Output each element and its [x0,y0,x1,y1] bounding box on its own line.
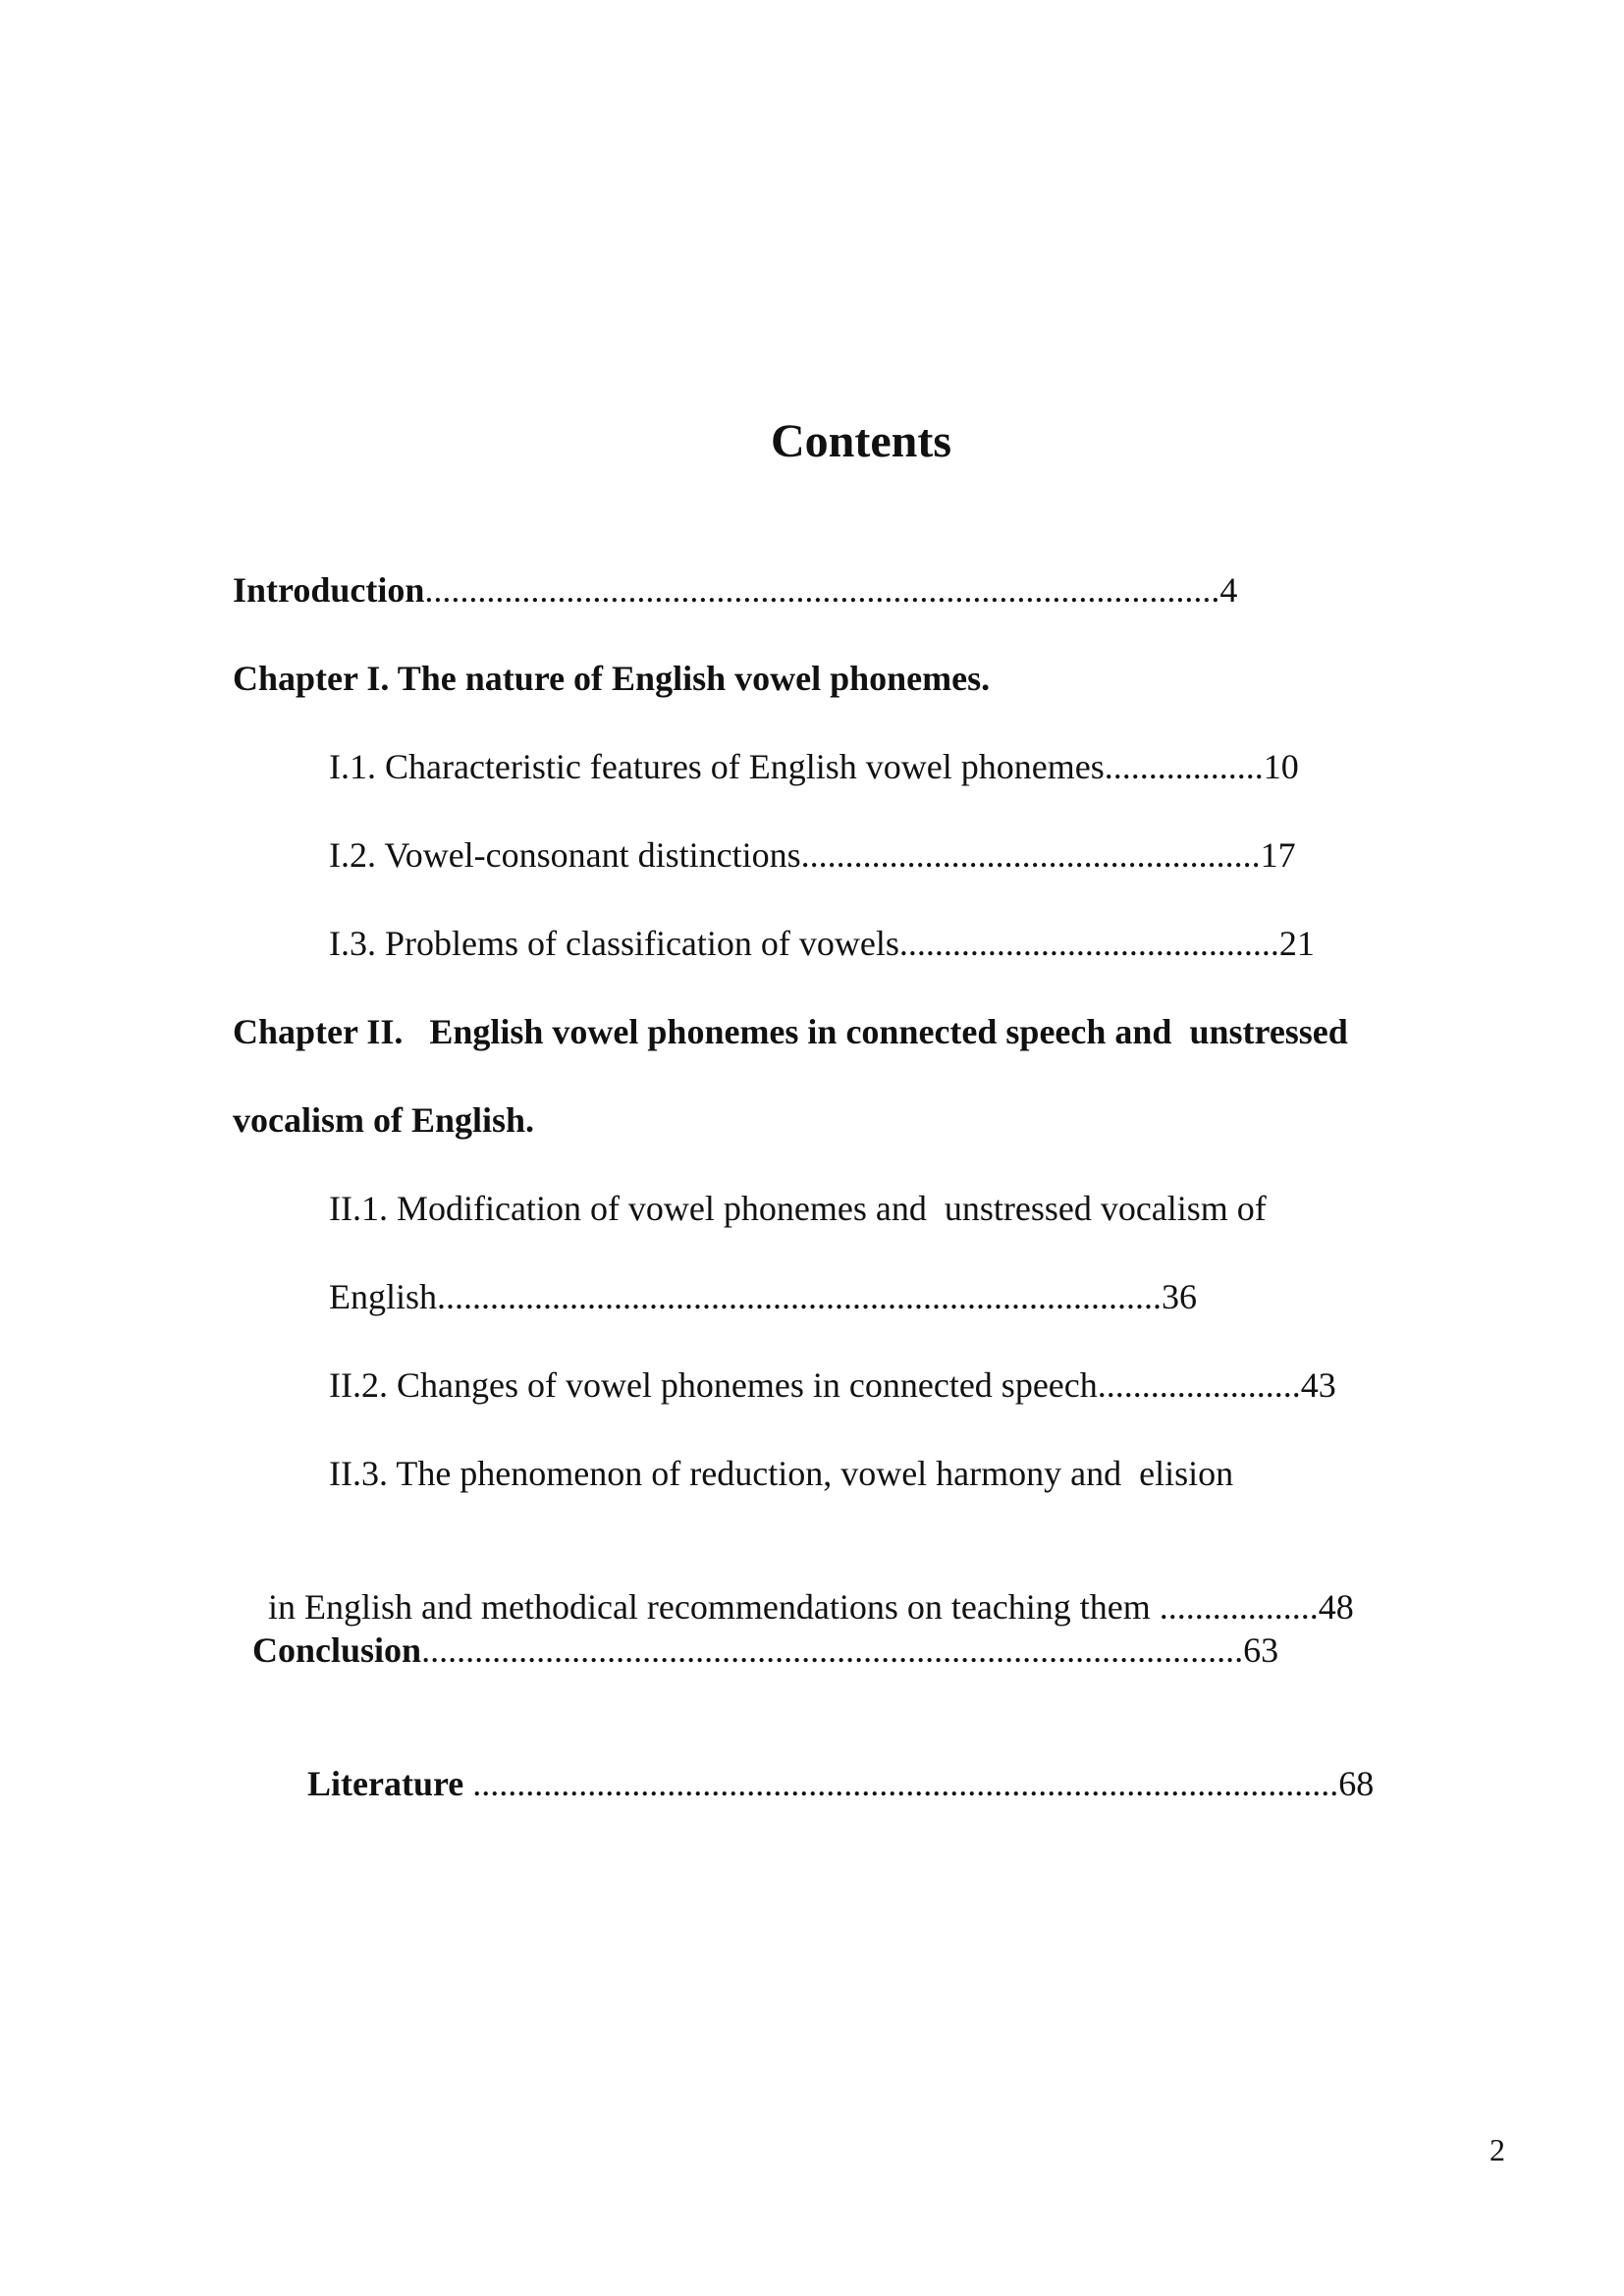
toc-page-number: 43 [1300,1365,1336,1405]
toc-page-number: 17 [1260,835,1296,875]
toc-entry-ii-3-line-1: II.3. The phenomenon of reduction, vowel harmony and elision [329,1454,1234,1493]
toc-label: Introduction [233,570,425,610]
toc-leader-dots: .................................................................................. [437,1277,1163,1316]
toc-leader-dots: ............................................................................................. [421,1630,1244,1670]
toc-leader-dots: ....................... [1097,1365,1301,1405]
toc-chapter-2-heading-line-2: vocalism of English. [233,1100,535,1140]
toc-item-text: II.2. Changes of vowel phonemes in connected speech [329,1365,1098,1405]
toc-leader-dots: .................................................... [800,835,1261,875]
toc-item-text: English [329,1277,438,1316]
page-title: Contents [770,415,951,467]
toc-entry-introduction [233,567,1237,613]
toc-item-text: in English and methodical recommendations on teaching them [268,1587,1160,1627]
toc-page-number: 10 [1263,747,1299,786]
toc-entry-literature [272,1716,1374,1851]
toc-entry-i-1 [329,744,1299,789]
toc-entry-ii-1-line-2 [329,1274,1197,1319]
toc-leader-dots: .................. [1104,747,1264,786]
toc-entry-ii-2 [329,1362,1336,1408]
toc-leader-dots: .................. [1159,1587,1319,1627]
toc-leader-dots: .......................................................................................... [424,570,1220,610]
toc-entry-i-2 [329,832,1296,878]
toc-leader-dots: ........................................... [898,924,1279,963]
toc-page-number: 48 [1318,1587,1354,1627]
toc-entry-conclusion [252,1628,1278,1673]
toc-label: Conclusion [252,1630,422,1670]
toc-page-number: 63 [1243,1630,1279,1670]
toc-page-number: 36 [1162,1277,1198,1316]
toc-page-number: 4 [1219,570,1238,610]
toc-page-number: 68 [1338,1764,1375,1803]
page-number: 2 [1489,2132,1505,2167]
toc-item-text: I.3. Problems of classification of vowels [329,924,899,963]
toc-item-text: I.1. Characteristic features of English vowel phonemes [329,747,1105,786]
toc-label: Literature [307,1764,464,1803]
toc-leader-dots: .................................................................................................. [463,1764,1339,1803]
toc-entry-ii-1-line-1: II.1. Modification of vowel phonemes and unstressed vocalism of [329,1189,1267,1228]
toc-item-text: I.2. Vowel-consonant distinctions [329,835,801,875]
toc-chapter-1-heading: Chapter I. The nature of English vowel phonemes. [233,659,991,698]
toc-chapter-2-heading-line-1: Chapter II. English vowel phonemes in connected speech and unstressed [233,1012,1348,1051]
toc-page-number: 21 [1278,924,1315,963]
toc-entry-i-3 [329,921,1315,966]
